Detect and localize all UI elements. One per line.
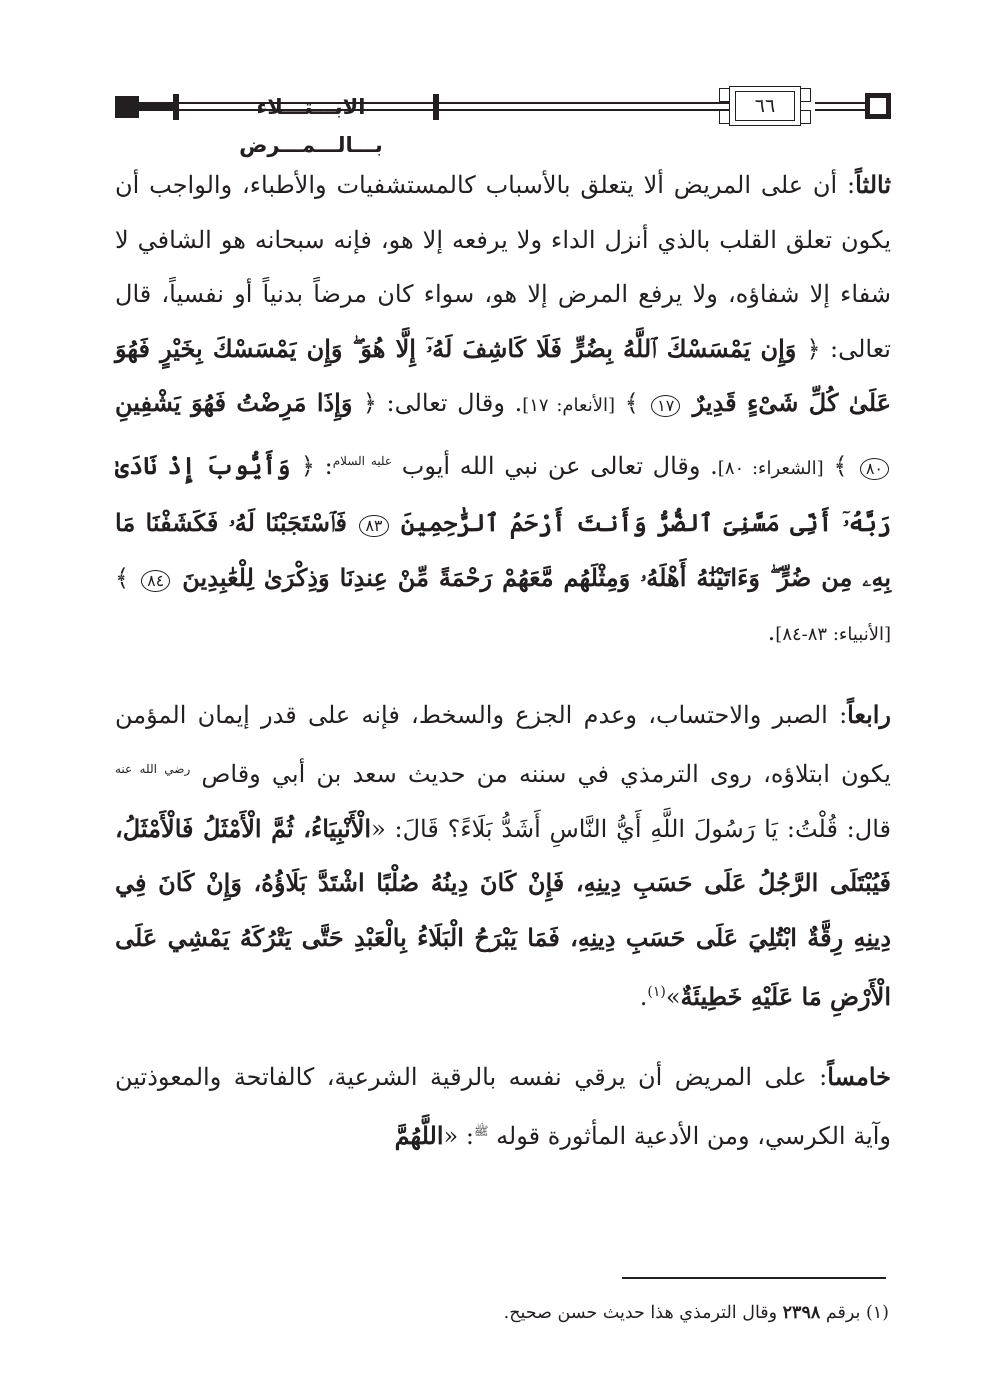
page-number-frame: [711, 86, 821, 128]
header-divider: [433, 94, 439, 120]
verse-text: وَإِذَا مَرِضْتُ فَهُوَ يَشْفِينِ: [115, 388, 353, 417]
hadith-text: الْأَنْبِيَاءُ، ثُمَّ الْأَمْثَلُ فَالْأَمْثَلُ، فَيُبْتَلَى الرَّجُلُ عَلَى حَسَبِ دِينِهِ، فَإِنْ كَانَ دِينُهُ صُلْبًا اشْتَدَّ بَلَاؤُهُ، وَإِنْ كَانَ فِي دِينِهِ رِقَّةٌ ابْتُلِيَ عَلَى حَسَبِ دِينِهِ، فَمَا يَبْرَحُ الْبَلَاءُ بِالْعَبْدِ حَتَّى يَتْرُكَهُ يَمْشِي عَلَى الْأَرْضِ مَا عَلَيْهِ خَطِيئَةٌ: [115, 813, 892, 1011]
header-divider: [173, 94, 179, 120]
quran-bracket-open: ﴿: [300, 451, 315, 480]
footnote-text: وقال الترمذي هذا حديث حسن صحيح.: [503, 1303, 783, 1323]
header-rule: [815, 102, 867, 104]
header-rule: [439, 109, 729, 111]
quran-bracket-open: ﴿: [362, 389, 377, 417]
verse-text: وَأَيُّوبَ إِذْ نَادَىٰ رَبَّهُۥٓ أَنِّى مَسَّنِىَ ٱلضُّرُّ وَأَنتَ أَرْحَمُ ٱلرَّٰحِمِينَ: [115, 450, 892, 537]
paragraph-fifth-point: [115, 1050, 891, 1164]
honorific-glyph: رضي الله عنه: [115, 762, 191, 776]
page-number: ٦٦: [754, 95, 776, 117]
header-rule: [815, 109, 867, 111]
running-title: الابـــتـــلاء بـــالـــمـــرض: [239, 95, 383, 157]
quran-bracket-close: ﴾: [624, 389, 639, 417]
point-lead: خامساً: [827, 1061, 891, 1091]
page-body: [115, 158, 891, 1164]
paragraph-fourth-point: [115, 688, 891, 1025]
footnote-marker: (١): [865, 1303, 889, 1323]
point-lead: ثالثاً: [855, 170, 891, 199]
footnote-reference[interactable]: (١): [647, 984, 666, 1000]
footnote: [115, 1296, 889, 1330]
quran-bracket-close: ﴾: [115, 563, 130, 592]
verse-reference: [الشعراء: ٨٠]: [717, 457, 824, 479]
footnote-separator: [622, 1277, 886, 1279]
paragraph-gap: [115, 663, 891, 688]
paragraph-text: قال: قُلْتُ: يَا رَسُولَ اللَّهِ أَيُّ النَّاسِ أَشَدُّ بَلَاءً؟ قَالَ: «: [371, 814, 891, 843]
header-ornament-bar: [139, 102, 175, 111]
verse-text: وَإِن يَمْسَسْكَ ٱللَّهُ بِضُرٍّ فَلَا كَاشِفَ لَهُۥٓ إِلَّا هُوَ ۖ وَإِن يَمْسَسْكَ بِخَيْرٍ فَهُوَ عَلَىٰ كُلِّ شَىْءٍ قَدِيرٌ: [115, 333, 892, 417]
paragraph-third-point: [115, 158, 891, 663]
ayah-number: ١٧: [651, 395, 680, 417]
footnote-text: برقم: [820, 1303, 866, 1323]
paragraph-text: »: [665, 983, 681, 1011]
ayah-number: ٨٠: [860, 458, 889, 480]
quran-bracket-open: ﴿: [806, 334, 821, 363]
paragraph-text: : أن على المريض ألا يتعلق بالأسباب كالمستشفيات والأطباء، والواجب أن يكون تعلق القلب بالذي أنزل الداء ولا يرفعه إلا هو، فإنه سبحانه هو الشافي لا شفاء إلا شفاؤه، ولا يرفع المرض إلا هو، سواء كان مرضاً بدنياً أو نفسياً، قال تعالى:: [115, 171, 891, 363]
paragraph-text: :: [314, 451, 333, 480]
paragraph-gap: [115, 1025, 891, 1050]
hadith-number: ٢٣٩٨: [782, 1303, 821, 1323]
paragraph-text: . وقال تعالى:: [376, 389, 523, 417]
paragraph-text: : الصبر والاحتساب، وعدم الجزع والسخط، فإنه على قدر إيمان المؤمن يكون ابتلاؤه، روى الترمذي في سننه من حديث سعد بن أبي وقاص: [115, 700, 891, 788]
verse-reference: [الأنعام: ١٧]: [522, 395, 616, 416]
point-lead: رابعاً: [847, 699, 891, 729]
ayah-number: ٨٤: [141, 570, 170, 592]
verse-reference: [الأنبياء: ٨٣-٨٤]: [775, 624, 891, 645]
header-ornament-hollow-square: [865, 93, 891, 119]
paragraph-text: .: [639, 983, 648, 1011]
header-rule: [439, 102, 729, 104]
honorific-glyph: ﷺ: [473, 1124, 489, 1138]
paragraph-text: : «: [443, 1122, 474, 1150]
paragraph-text: : على المريض أن يرقي نفسه بالرقية الشرعية، كالفاتحة والمعوذتين وآية الكرسي، ومن الأدعية المأثورة قوله: [115, 1062, 891, 1150]
ayah-number: ٨٣: [359, 515, 388, 537]
header-ornament-solid-square: [115, 96, 139, 118]
verse-text: فَٱسْتَجَبْنَا لَهُۥ فَكَشَفْنَا مَا بِهِۦ مِن ضُرٍّ ۖ وَءَاتَيْنَٰهُ أَهْلَهُۥ وَمِثْلَهُم مَّعَهُمْ رَحْمَةً مِّنْ عِندِنَا وَذِكْرَىٰ لِلْعَٰبِدِينَ: [115, 508, 892, 592]
honorific-glyph: عليه السلام: [332, 453, 393, 468]
paragraph-text: .: [767, 618, 776, 646]
quran-bracket-close: ﴾: [833, 451, 848, 480]
dua-text: اللَّهُمَّ: [394, 1121, 444, 1150]
paragraph-text: . وقال تعالى عن نبي الله أيوب: [392, 451, 718, 480]
page-header: [115, 84, 891, 157]
